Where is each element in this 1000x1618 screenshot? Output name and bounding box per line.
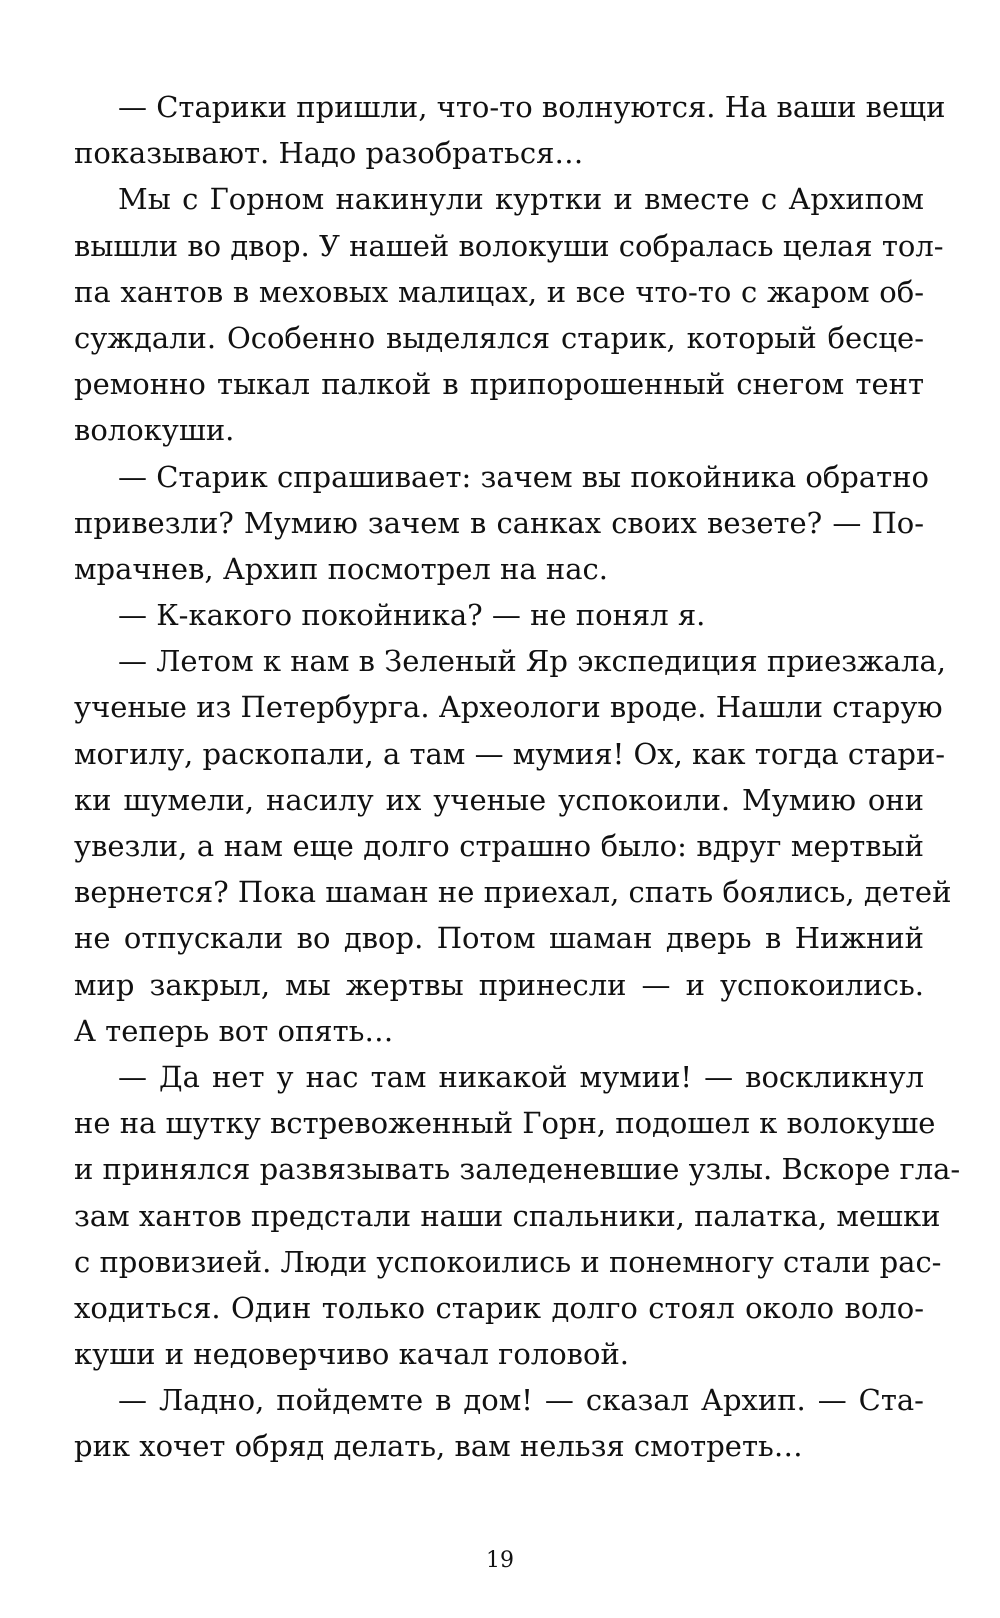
text-line: увезли, а нам еще долго страшно было: вдруг мертвый [74, 829, 924, 863]
text-line: — Да нет у нас там никакой мумии! — воскликнул [118, 1059, 924, 1094]
text-line: показывают. Надо разобраться… [74, 136, 584, 171]
text-line: — Старик спрашивает: зачем вы покойника обратно [118, 459, 929, 494]
text-line: — К-какого покойника? — не понял я. [118, 598, 706, 633]
text-line: мрачнев, Архип посмотрел на нас. [74, 551, 608, 586]
text-line: — Старики пришли, что-то волнуются. На ваши вещи [118, 90, 946, 124]
text-line: привезли? Мумию зачем в санках своих везете? — По- [74, 505, 924, 540]
text-line: мир закрыл, мы жертвы принесли — и успокоились. [74, 967, 924, 1002]
text-line: с провизией. Люди успокоились и понемногу стали рас- [74, 1244, 942, 1279]
text-line: не на шутку встревоженный Горн, подошел к волокуше [74, 1106, 936, 1141]
page-text [74, 84, 961, 1470]
page-number: 19 [486, 1548, 514, 1573]
text-line: А теперь вот опять… [74, 1013, 394, 1048]
text-line: вышли во двор. У нашей волокуши собралась целая тол- [74, 228, 944, 263]
text-line: и принялся развязывать заледеневшие узлы. Вскоре гла- [74, 1152, 961, 1187]
text-line: зам хантов предстали наши спальники, палатка, мешки [74, 1198, 941, 1233]
text-line: могилу, раскопали, а там — мумия! Ох, как тогда стари- [74, 736, 946, 771]
text-line: — Ладно, пойдемте в дом! — сказал Архип. — Ста- [118, 1383, 924, 1418]
text-line: волокуши. [74, 413, 235, 448]
text-line: ходиться. Один только старик долго стоял около воло- [74, 1290, 924, 1325]
text-line: вернется? Пока шаман не приехал, спать боялись, детей [74, 875, 952, 910]
text-line: ки шумели, насилу их ученые успокоили. Мумию они [74, 782, 924, 817]
text-line: Мы с Горном накинули куртки и вместе с Архипом [118, 182, 924, 217]
text-line: рик хочет обряд делать, вам нельзя смотреть… [74, 1429, 803, 1464]
text-line: ученые из Петербурга. Археологи вроде. Нашли старую [74, 690, 943, 725]
text-line: па хантов в меховых малицах, и все что-то с жаром об- [74, 274, 924, 309]
text-line: ремонно тыкал палкой в припорошенный снегом тент [74, 367, 924, 402]
text-line: не отпускали во двор. Потом шаман дверь в Нижний [74, 921, 924, 956]
text-line: — Летом к нам в Зеленый Яр экспедиция приезжала, [118, 644, 946, 679]
text-line: куши и недоверчиво качал головой. [74, 1337, 629, 1372]
text-line: суждали. Особенно выделялся старик, который бесце- [74, 320, 924, 355]
